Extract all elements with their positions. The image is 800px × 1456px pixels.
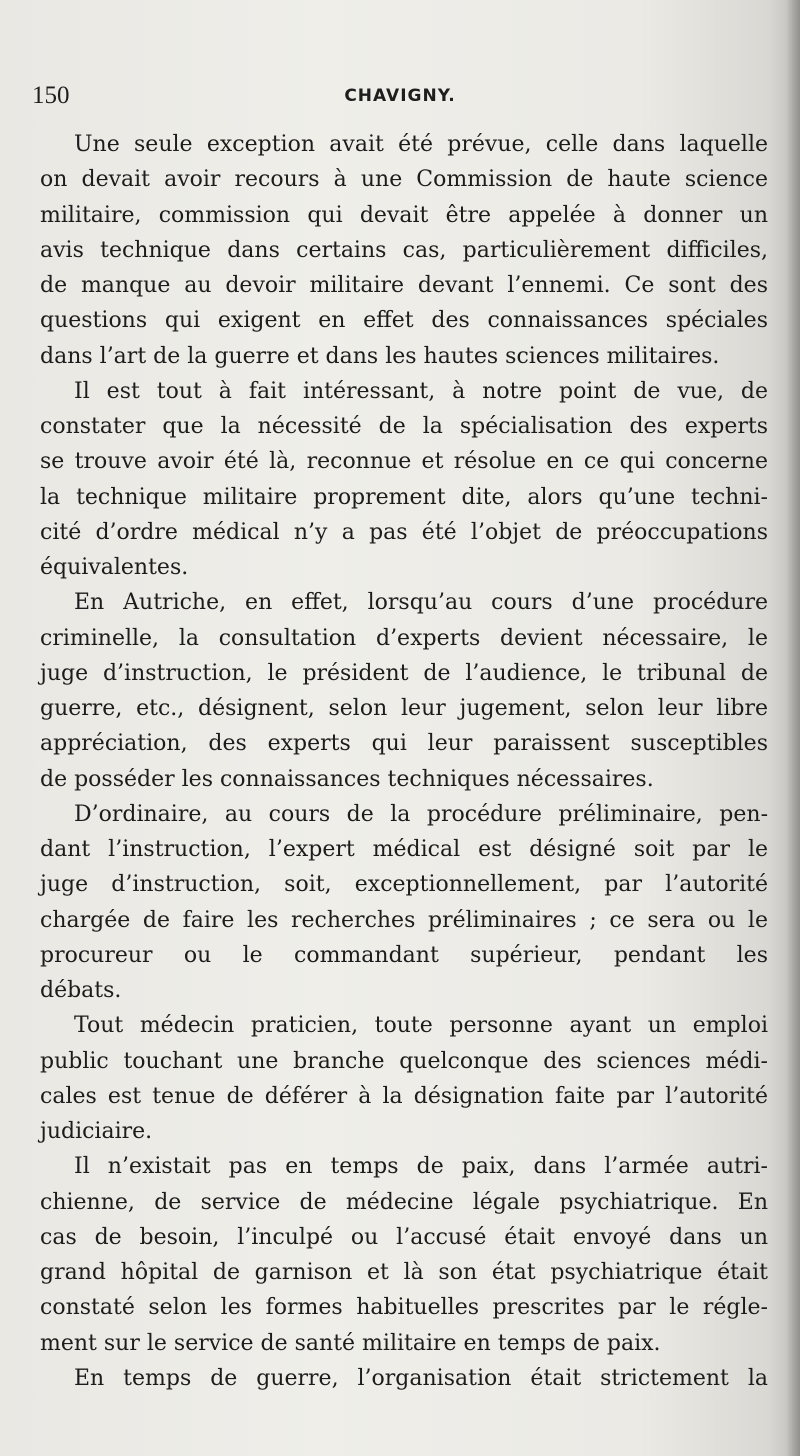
text-line: procureur ou le commandant supérieur, pendant les xyxy=(40,942,768,968)
text-line: dans l’art de la guerre et dans les hautes sciences militaires. xyxy=(40,343,720,369)
text-line: se trouve avoir été là, reconnue et résolue en ce qui concerne xyxy=(40,449,768,475)
running-head: CHAVIGNY. xyxy=(344,86,456,106)
text-line: juge d’instruction, le président de l’audience, le tribunal de xyxy=(40,660,768,686)
text-line: Une seule exception avait été prévue, celle dans laquelle xyxy=(74,132,768,157)
text-line: équivalentes. xyxy=(40,555,189,580)
text-line: chienne, de service de médecine légale psychiatrique. En xyxy=(40,1189,768,1215)
text-line: de manque au devoir militaire devant l’ennemi. Ce sont des xyxy=(40,273,768,298)
text-line: constaté selon les formes habituelles prescrites par le régle- xyxy=(40,1295,768,1321)
text-line: chargée de faire les recherches préliminaires ; ce sera ou le xyxy=(40,907,768,933)
text-line: avis technique dans certains cas, particulièrement difficiles, xyxy=(40,237,768,263)
body-text xyxy=(40,127,768,1396)
text-line: juge d’instruction, soit, exceptionnellement, par l’autorité xyxy=(40,872,768,898)
text-line: questions qui exigent en effet des connaissances spéciales xyxy=(40,308,768,334)
text-line: la technique militaire proprement dite, alors qu’une techni- xyxy=(40,484,768,510)
page-gutter-shadow xyxy=(786,0,800,1456)
text-line: ment sur le service de santé militaire en temps de paix. xyxy=(40,1330,661,1356)
text-line: appréciation, des experts qui leur paraissent susceptibles xyxy=(40,731,768,757)
text-line: de posséder les connaissances techniques nécessaires. xyxy=(40,766,654,792)
text-line: judiciaire. xyxy=(40,1119,153,1144)
text-line: cité d’ordre médical n’y a pas été l’objet de préoccupations xyxy=(40,519,768,545)
text-line: Il n’existait pas en temps de paix, dans l’armée autri- xyxy=(74,1154,768,1180)
text-line: cas de besoin, l’inculpé ou l’accusé était envoyé dans un xyxy=(40,1224,768,1250)
text-line: dant l’instruction, l’expert médical est désigné soit par le xyxy=(40,837,768,862)
text-line: Tout médecin praticien, toute personne ayant un emploi xyxy=(74,1013,768,1039)
text-line: criminelle, la consultation d’experts devient nécessaire, le xyxy=(40,625,768,651)
text-line: En temps de guerre, l’organisation était strictement la xyxy=(74,1365,768,1391)
text-line: militaire, commission qui devait être appelée à donner un xyxy=(40,202,768,228)
text-line: D’ordinaire, au cours de la procédure préliminaire, pen- xyxy=(74,801,768,827)
page-number: 150 xyxy=(32,82,70,109)
text-line: on devait avoir recours à une Commission de haute science xyxy=(40,167,768,193)
text-line: guerre, etc., désignent, selon leur jugement, selon leur libre xyxy=(40,696,768,721)
text-line: public touchant une branche quelconque des sciences médi- xyxy=(40,1048,768,1074)
text-line: En Autriche, en effet, lorsqu’au cours d’une procédure xyxy=(74,590,768,616)
text-line: débats. xyxy=(40,978,122,1003)
text-line: cales est tenue de déférer à la désignation faite par l’autorité xyxy=(40,1083,768,1109)
text-line: Il est tout à fait intéressant, à notre point de vue, de xyxy=(74,378,768,404)
text-line: grand hôpital de garnison et là son état psychiatrique était xyxy=(40,1260,768,1285)
text-line: constater que la nécessité de la spécialisation des experts xyxy=(40,414,768,439)
